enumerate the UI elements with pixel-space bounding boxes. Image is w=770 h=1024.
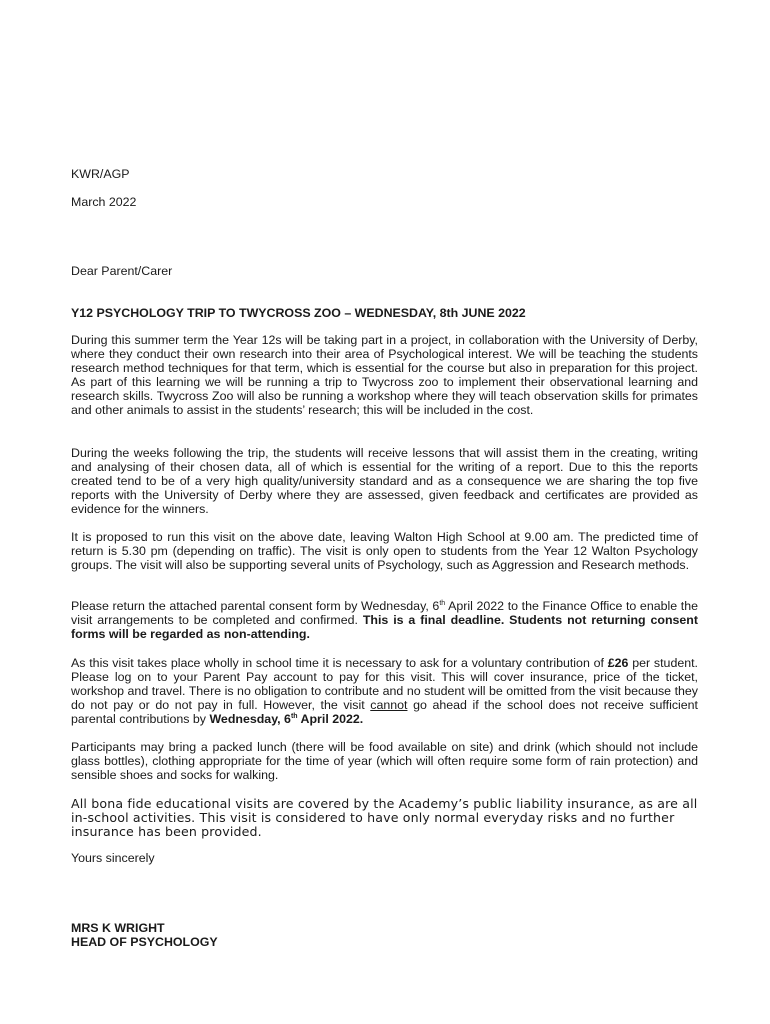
deadline-sup: th bbox=[290, 712, 298, 720]
letter-subject: Y12 PSYCHOLOGY TRIP TO TWYCROSS ZOO – WEDNESDAY, 8th JUNE 2022 bbox=[71, 306, 526, 320]
deadline-start: Wednesday, 6 bbox=[209, 711, 291, 726]
paragraph-insurance: All bona fide educational visits are covered by the Academy’s public liability insurance, as are all in-school activities. This visit is considered to have only normal everyday risks and no further insurance has been provided. bbox=[71, 796, 698, 839]
contribution-text-middle: per student. Please log on to your Parent Pay account to pay for this visit. This will cover insurance, price of the ticket, workshop and travel. There is no obligation to contribute and no student will be omitted from the visit because they do not pay or do not pay in full. However, the visit bbox=[71, 656, 698, 712]
contribution-deadline bbox=[209, 712, 363, 726]
consent-date-sup: th bbox=[439, 599, 446, 607]
salutation: Dear Parent/Carer bbox=[71, 264, 173, 278]
cannot-underlined: cannot bbox=[370, 697, 408, 712]
consent-text-middle: April 2022 to the Finance Office to enable the visit arrangements to be completed and confirmed. bbox=[71, 599, 698, 627]
contribution-amount: £26 bbox=[607, 656, 629, 670]
letter-date: March 2022 bbox=[71, 195, 137, 209]
closing: Yours sincerely bbox=[71, 851, 155, 865]
paragraph-reports: During the weeks following the trip, the students will receive lessons that will assist them in the creating, writing and analysing of their chosen data, all of which is essential for the writing of a report. Due to this the reports created tend to be of a very high quality/university standard and as a consequence we are sharing the top five reports with the University of Derby where they are assessed, given feedback and certificates are provided as evidence for the winners. bbox=[71, 446, 698, 516]
signatory-title: HEAD OF PSYCHOLOGY bbox=[71, 935, 218, 949]
paragraph-packed-lunch: Participants may bring a packed lunch (there will be food available on site) and drink (which should not include glass bottles), clothing appropriate for the time of year (which will often require some form of rain protection) and sensible shoes and socks for walking. bbox=[71, 740, 698, 782]
consent-text-start: Please return the attached parental consent form by Wednesday, 6 bbox=[71, 599, 440, 613]
paragraph-consent bbox=[71, 600, 698, 642]
paragraph-project: During this summer term the Year 12s will be taking part in a project, in collaboration with the University of Derby, where they conduct their own research into their area of Psychological interest. We will be teaching the students research method techniques for that term, which is essential for the course but also in preparation for this project. As part of this learning we will be running a trip to Twycross zoo to implement their observational learning and research skills. Twycross Zoo will also be running a workshop where they will teach observation skills for primates and other animals to assist in the students’ research; this will be included in the cost. bbox=[71, 333, 698, 417]
contribution-text-start: As this visit takes place wholly in school time it is necessary to ask for a voluntary contribution of bbox=[71, 656, 608, 670]
consent-deadline-warning: This is a final deadline. Students not returning consent forms will be regarded as non-attending. bbox=[71, 612, 699, 641]
signatory-name: MRS K WRIGHT bbox=[71, 921, 165, 935]
paragraph-visit-details: It is proposed to run this visit on the above date, leaving Walton High School at 9.00 am. The predicted time of return is 5.30 pm (depending on traffic). The visit is only open to students from the Year 12 Walton Psychology groups. The visit will also be supporting several units of Psychology, such as Aggression and Research methods. bbox=[71, 530, 698, 572]
deadline-end: April 2022. bbox=[297, 711, 364, 726]
contribution-text-after: go ahead if the school does not receive sufficient parental contributions by bbox=[71, 697, 699, 726]
reference: KWR/AGP bbox=[71, 167, 130, 181]
paragraph-contribution bbox=[71, 657, 698, 727]
